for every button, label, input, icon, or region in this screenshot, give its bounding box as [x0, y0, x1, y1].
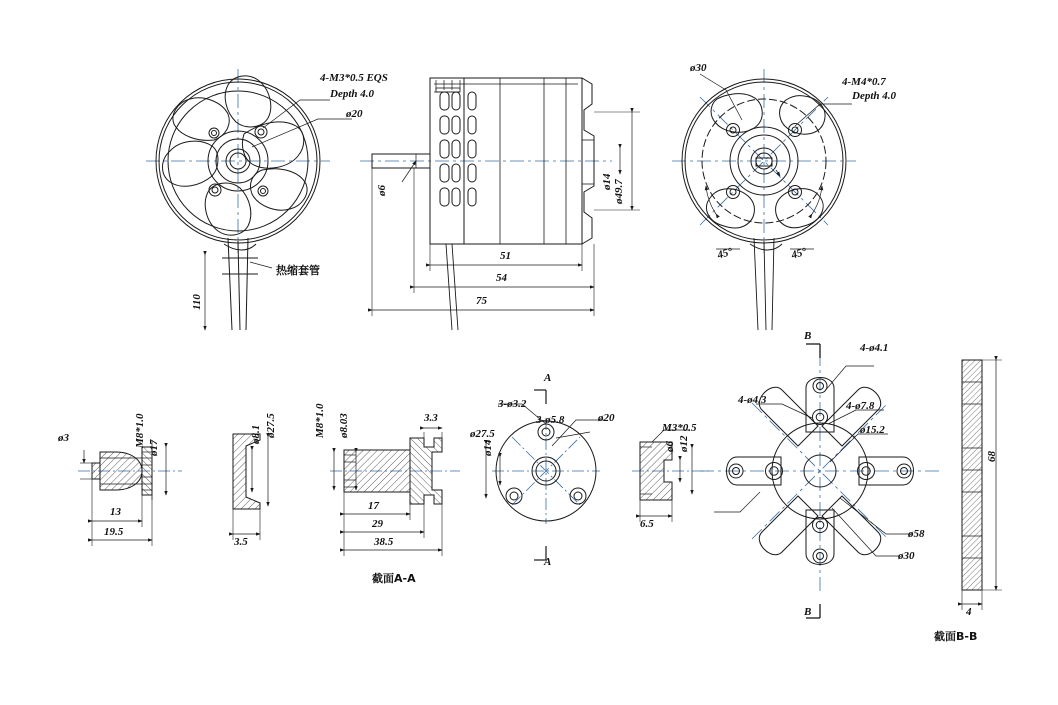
bb-dim-4: 4 — [966, 606, 972, 618]
adapter-thread-dim: M8*1.0 — [134, 413, 146, 448]
aa-dim-29: 29 — [372, 518, 383, 530]
plate-holes43-dim: 4-ø4.3 — [738, 394, 767, 406]
collar-dim-65: 6.5 — [640, 518, 654, 530]
adapter-dim-195: 19.5 — [104, 526, 124, 538]
flange-holes58-dim: 3-ø5.8 — [536, 414, 565, 426]
bb-dim-68: 68 — [986, 451, 998, 462]
plate-holes78-dim: 4-ø7.8 — [846, 400, 875, 412]
plate-holes41-dim: 4-ø4.1 — [860, 342, 889, 354]
front-depth-callout: Depth 4.0 — [330, 88, 374, 100]
rear-thread-callout: 4-M4*0.7 — [842, 76, 886, 88]
aa-dim-33: 3.3 — [424, 412, 438, 424]
nut-section-geometry — [233, 434, 268, 540]
hub-dia-dim: ø30 — [690, 62, 707, 74]
wire-length-dim: 110 — [191, 294, 203, 310]
section-aa-geometry — [330, 428, 460, 556]
collar-dia6-dim: ø6 — [664, 441, 676, 452]
aa-thread-dim: M8*1.0 — [314, 403, 326, 438]
section-bb-caption: 截面B-B — [934, 630, 978, 643]
collar-thread-dim: M3*0.5 — [662, 422, 697, 434]
flange-dia275-dim: ø27.5 — [470, 428, 495, 440]
body-dia-dim: ø49.7 — [613, 179, 625, 204]
plate-dia30-dim: ø30 — [898, 550, 915, 562]
plate-dia152-dim: ø15.2 — [860, 424, 885, 436]
adapter-dia3-dim: ø3 — [58, 432, 69, 444]
rear-depth-callout: Depth 4.0 — [852, 90, 896, 102]
heat-shrink-note: 热缩套管 — [276, 264, 320, 277]
adapter-dim-13: 13 — [110, 506, 121, 518]
aa-dia803-dim: ø8.03 — [338, 413, 350, 438]
angle-right-dim: 45° — [790, 245, 809, 262]
nut-dim-35: 3.5 — [234, 536, 248, 548]
shaft-dia-dim: ø6 — [376, 185, 388, 196]
section-aa-caption: 截面A-A — [372, 572, 416, 585]
cut-label-a-bottom: A — [544, 556, 552, 568]
flange-dia20-dim: ø20 — [598, 412, 615, 424]
front-bore-dim: ø20 — [346, 108, 363, 120]
side-view-geometry — [360, 78, 640, 330]
flange-dia14-dim: ø14 — [482, 439, 494, 456]
dim-54: 54 — [496, 272, 507, 284]
flange-holes32-dim: 3-ø3.2 — [498, 398, 527, 410]
aa-dim-17: 17 — [368, 500, 379, 512]
inner-dia-dim: ø14 — [601, 173, 613, 190]
prop-adapter-geometry — [78, 440, 182, 546]
section-bb-geometry — [962, 360, 1002, 610]
dim-75: 75 — [476, 295, 487, 307]
plate-dia58-dim: ø58 — [908, 528, 925, 540]
dim-51: 51 — [500, 250, 511, 262]
rear-view-geometry — [672, 69, 856, 330]
angle-left-dim: 45° — [716, 245, 735, 262]
front-thread-callout: 4-M3*0.5 EQS — [320, 72, 388, 84]
nut-dia81-dim: ø8.1 — [250, 424, 262, 444]
cut-label-b-top: B — [804, 330, 812, 342]
cut-label-b-bottom: B — [804, 606, 812, 618]
aa-dim-385: 38.5 — [374, 536, 394, 548]
adapter-dia17-dim: ø17 — [148, 439, 160, 456]
collar-dia12-dim: ø12 — [678, 435, 690, 452]
nut-dia275-dim: ø27.5 — [265, 413, 277, 438]
front-view-geometry — [146, 69, 352, 330]
mount-plate-geometry — [700, 344, 940, 618]
cut-label-a-top: A — [544, 372, 552, 384]
